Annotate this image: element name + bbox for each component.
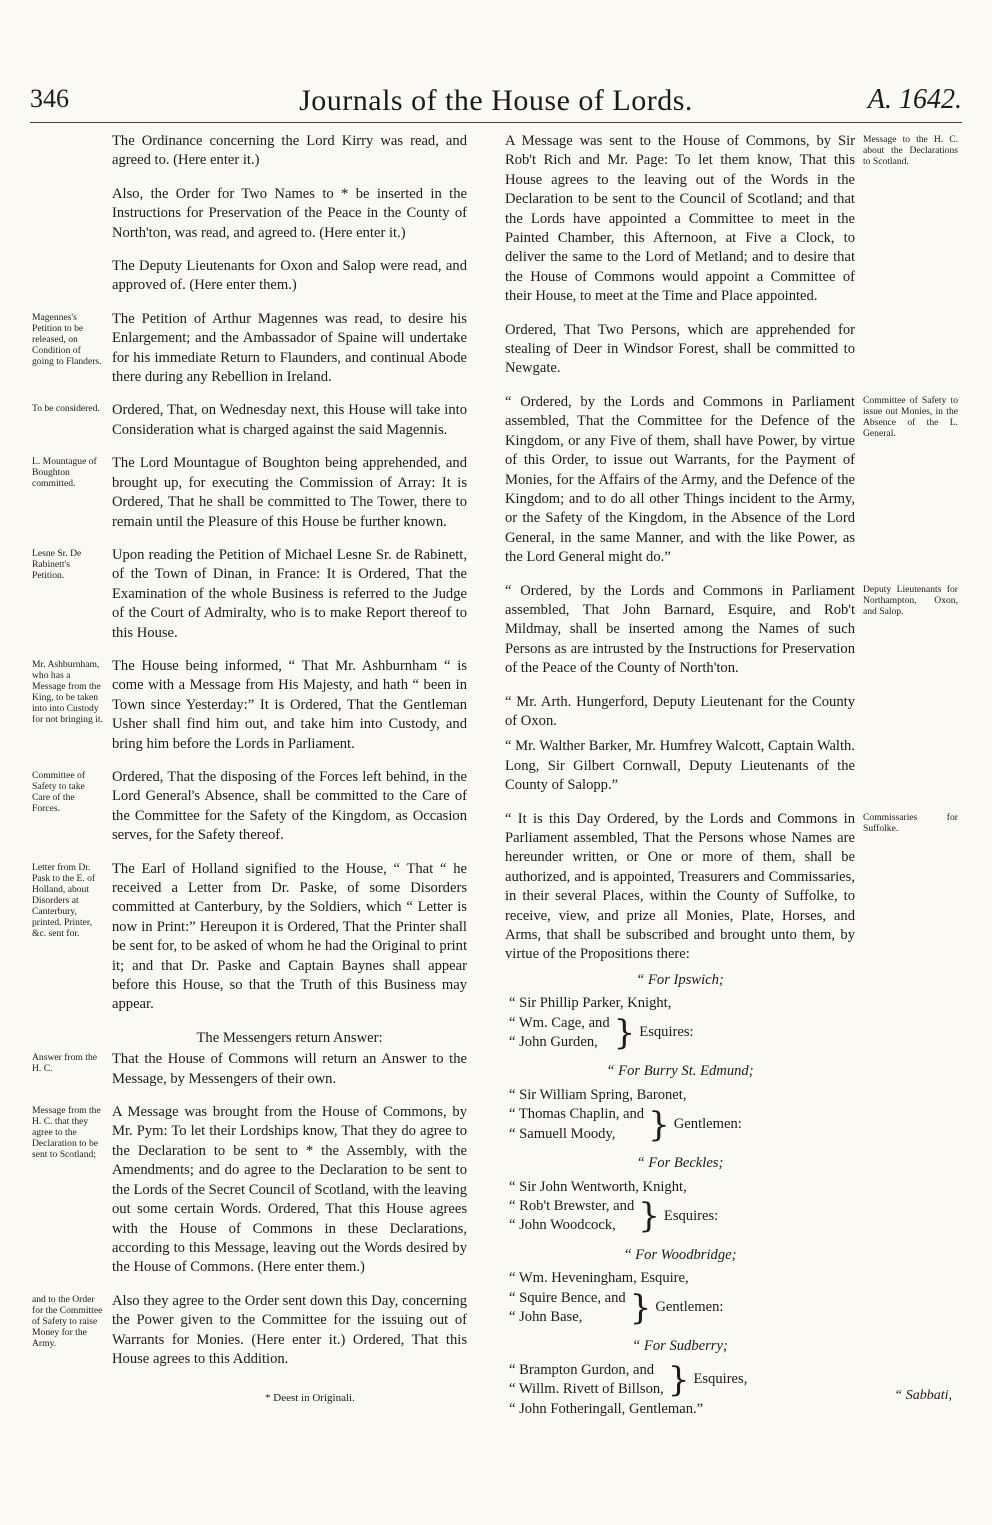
list-name: “ John Base, [509, 1308, 583, 1325]
page-title: Journals of the House of Lords. [299, 84, 693, 117]
margin-note: and to the Order for the Committee of Safety to raise Money for the Army. [32, 1293, 103, 1349]
entry-text: “ Mr. Arth. Hungerford, Deputy Lieutenant for the County of Oxon. [505, 693, 855, 729]
list-name: “ Rob't Brewster, and [509, 1197, 635, 1214]
brace-label: Esquires: [639, 1024, 694, 1041]
brace-icon: } [638, 1196, 660, 1237]
list-name: “ Willm. Rivett of Billson, [509, 1381, 664, 1398]
brace-group [509, 1361, 855, 1400]
brace-group [509, 1197, 855, 1236]
brace-group [509, 1289, 855, 1328]
list-name: “ Wm. Cage, and [509, 1014, 610, 1031]
list-heading: “ For Beckles; [636, 1155, 724, 1172]
list-name: “ Wm. Heveningham, Esquire, [509, 1270, 689, 1287]
list-heading: “ For Burry St. Edmund; [606, 1063, 754, 1080]
entry-text: The Messengers return Answer: [196, 1029, 383, 1046]
entry [505, 810, 958, 965]
brace-label: Esquires, [693, 1371, 748, 1388]
brace-label: Gentlemen: [655, 1299, 724, 1316]
list-heading: “ For Sudberry; [632, 1338, 728, 1355]
entry-text: “ It is this Day Ordered, by the Lords and Commons in Parliament assembled, That the Persons whose Names are hereunder written, or One or more of them, shall be authorized, and is appointed, Treasurers and Commissaries, in their several Places, within the County of Suffolke, to receive, view, and prize all Monies, Plate, Horses, and Arms, that shall be subscribed and brought unto them, by virtue of the Propositions there: [505, 810, 855, 963]
margin-note: To be considered. [32, 403, 100, 415]
entry-text: Also, the Order for Two Names to * be inserted in the Instructions for Preservation of the Peace in the County of North'ton, was read, and agreed to. (Here enter it.) [112, 185, 467, 241]
page-number: 346 [30, 84, 69, 113]
entry-text: The Earl of Holland signified to the House, “ That “ he received a Letter from Dr. Paske, of some Disorders committed at Canterbury, by the Soldiers, which “ Letter is now in Print:” Hereupon it is Ordered, That the Printer shall be sent for, to be asked of whom he had the Original to print it; and that Dr. Paske and Captain Baynes shall appear before this House, so that the Truth of this Business may appear. [112, 860, 467, 1013]
entry-text: Ordered, That, on Wednesday next, this House will take into Consideration what is charged against the said Magennis. [112, 402, 467, 438]
footnote: * Deest in Originali. [265, 1392, 355, 1404]
entry [505, 737, 855, 795]
list-name: “ Brampton Gurdon, and [509, 1361, 655, 1378]
margin-note: Committee of Safety to take Care of the Forces. [32, 769, 86, 814]
entry-text: The Lord Mountague of Boughton being apprehended, and brought up, for executing the Commission of Array: It is Ordered, That he shall be committed to The Tower, there to remain until the Pleasure of this House be further known. [112, 455, 467, 530]
list-name: “ John Woodcock, [509, 1217, 616, 1234]
list-name: “ John Gurden, [509, 1034, 598, 1051]
entry-text: Ordered, That the disposing of the Forces left behind, in the Lord General's Absence, shall be committed to the Care of the Committee for the Safety of the Kingdom, as Occasion serves, for the Safety thereof. [112, 768, 467, 844]
list-name: “ Thomas Chaplin, and [509, 1106, 645, 1123]
entry-text: Upon reading the Petition of Michael Lesne Sr. de Rabinett, of the Town of Dinan, in France: It is Ordered, That the Examination of the whole Business is referred to the Judge of the Court of Admiralty, who is to make Report thereof to this House. [112, 546, 467, 641]
brace-group [509, 1105, 855, 1144]
header-rule [30, 122, 962, 123]
commissary-list [505, 1246, 855, 1328]
commissary-list [505, 1154, 855, 1236]
entry-text: Ordered, That Two Persons, which are apprehended for stealing of Deer in Windsor Forest, shall be committed to Newgate. [505, 321, 855, 377]
entry [505, 693, 855, 732]
margin-note: Lesne Sr. De Rabinett's Petition. [32, 547, 82, 581]
list-name: “ Samuell Moody, [509, 1125, 616, 1142]
entry [505, 582, 958, 679]
list-name: “ Sir John Wentworth, Knight, [509, 1178, 687, 1195]
commissary-list [505, 1062, 855, 1144]
list-name: “ Squire Bence, and [509, 1289, 626, 1306]
page-year: A. 1642. [867, 84, 962, 115]
entry [505, 132, 958, 307]
entry-text: The Petition of Arthur Magennes was read, to desire his Enlargement; and the Ambassador of Spaine will undertake for his immediate Return to Flaunders, and continual Abode there during any Rebellion in Ireland. [112, 310, 467, 386]
entry-text: Also they agree to the Order sent down this Day, concerning the Power given to the Committee for the issuing out of Warrants for Monies. (Here enter it.) Ordered, That this House agrees to this Addition. [112, 1292, 467, 1367]
entry-text: A Message was brought from the House of Commons, by Mr. Pym: To let their Lordships know, That they do agree to the Declaration to be sent to * the Assembly, with the Amendments; and do agree to the Declaration to be sent to the Lords of the Secret Council of Scotland, with the leaving out some certain Words. Ordered, That this House agrees with the House of Commons in these Declarations, according to this Message, leaving out the Words desired by the House of Commons. (Here enter them.) [112, 1104, 467, 1276]
entry-text: “ Mr. Walther Barker, Mr. Humfrey Walcott, Captain Walth. Long, Sir Gilbert Cornwall, Deputy Lieutenants of the County of Salopp.” [505, 738, 855, 794]
catchword: “ Sabbati, [894, 1388, 952, 1403]
entry-text: “ Ordered, by the Lords and Commons in Parliament assembled, That John Barnard, Esquire, and Rob't Mildmay, shall be inserted among the Names of such Persons as are intrusted by the Instructions for Preservation of the Peace of the County of North'ton. [505, 582, 855, 677]
brace-icon: } [613, 1013, 636, 1054]
entry-text: The Ordinance concerning the Lord Kirry was read, and agreed to. (Here enter it.) [112, 133, 467, 169]
list-heading: “ For Woodbridge; [623, 1246, 737, 1263]
margin-note: Magennes's Petition to be released, on Condition of going to Flanders. [32, 311, 102, 367]
margin-note: L. Mountague of Boughton committed. [32, 456, 97, 490]
margin-note: Commissaries for Suffolke. [863, 811, 958, 834]
list-name: “ John Fotheringall, Gentleman.” [509, 1400, 704, 1417]
entry [505, 321, 855, 379]
list-heading: “ For Ipswich; [636, 971, 724, 988]
entry [505, 393, 958, 568]
list-name: “ Sir Phillip Parker, Knight, [509, 995, 672, 1012]
brace-icon: } [629, 1287, 652, 1328]
margin-note: Deputy Lieutenants for Northampton, Oxon, and Salop. [863, 583, 958, 617]
margin-note: Message from the H. C. that they agree to the Declaration to be sent to Scotland; [32, 1105, 101, 1161]
brace-icon: } [667, 1360, 690, 1401]
entry-text: “ Ordered, by the Lords and Commons in Parliament assembled, That the Committee for the Defence of the Kingdom, or any Five of them, shall have Power, by virtue of this Order, to issue out Warrants, for the Payment of Monies, for the Affairs of the Army, and the Defence of the Kingdom; and to do all other Things incident to the Army, or the Safety of the Kingdom, in the Absence of the Lord General, in the same Manner, and with the like Power, as the Lord General might do.” [505, 393, 855, 566]
margin-note: Message to the H. C. about the Declarations to Scotland. [863, 134, 958, 167]
margin-note: Committee of Safety to issue out Monies, in the Absence of the L. General. [863, 394, 958, 439]
entry-text: The Deputy Lieutenants for Oxon and Salop were read, and approved of. (Here enter them.) [112, 258, 467, 294]
commissary-list [505, 1337, 855, 1419]
margin-note: Answer from the H. C. [32, 1052, 98, 1075]
brace-label: Esquires: [663, 1207, 719, 1224]
margin-note: Mr. Ashburnham, who has a Message from the King, to be taken into into Custody for not bringing it. [32, 658, 103, 725]
margin-note: Letter from Dr. Pask to the E. of Holland, about Disorders at Canterbury, printed. Printer, &c. sent for. [32, 861, 96, 939]
brace-icon: } [648, 1104, 670, 1145]
entry-text: That the House of Commons will return an Answer to the Message, by Messengers of their own. [112, 1051, 467, 1087]
commissary-list [505, 971, 855, 1053]
entry-text: A Message was sent to the House of Commons, by Sir Rob't Rich and Mr. Page: To let them know, That this House agrees to the leaving out of the Words in the Declaration to be sent to the Council of Scotland; and that the Lords have appointed a Committee to meet in the Painted Chamber, this Afternoon, at Five a Clock, to deliver the same to the Lord of Metland; and to desire that the House of Commons would appoint a Committee of their House, to meet at the Time and Place appointed. [505, 133, 855, 305]
right-column [505, 132, 960, 1429]
entry-text: The House being informed, “ That Mr. Ashburnham “ is come with a Message from His Majesty, and hath “ been in Town since Yesterday:” It is Ordered, That the Gentleman Usher shall find him out, and take him into Custody, and bring him before the Lords in Parliament. [112, 657, 467, 752]
brace-label: Gentlemen: [673, 1115, 742, 1132]
brace-group [509, 1014, 855, 1053]
list-name: “ Sir William Spring, Baronet, [509, 1086, 687, 1103]
